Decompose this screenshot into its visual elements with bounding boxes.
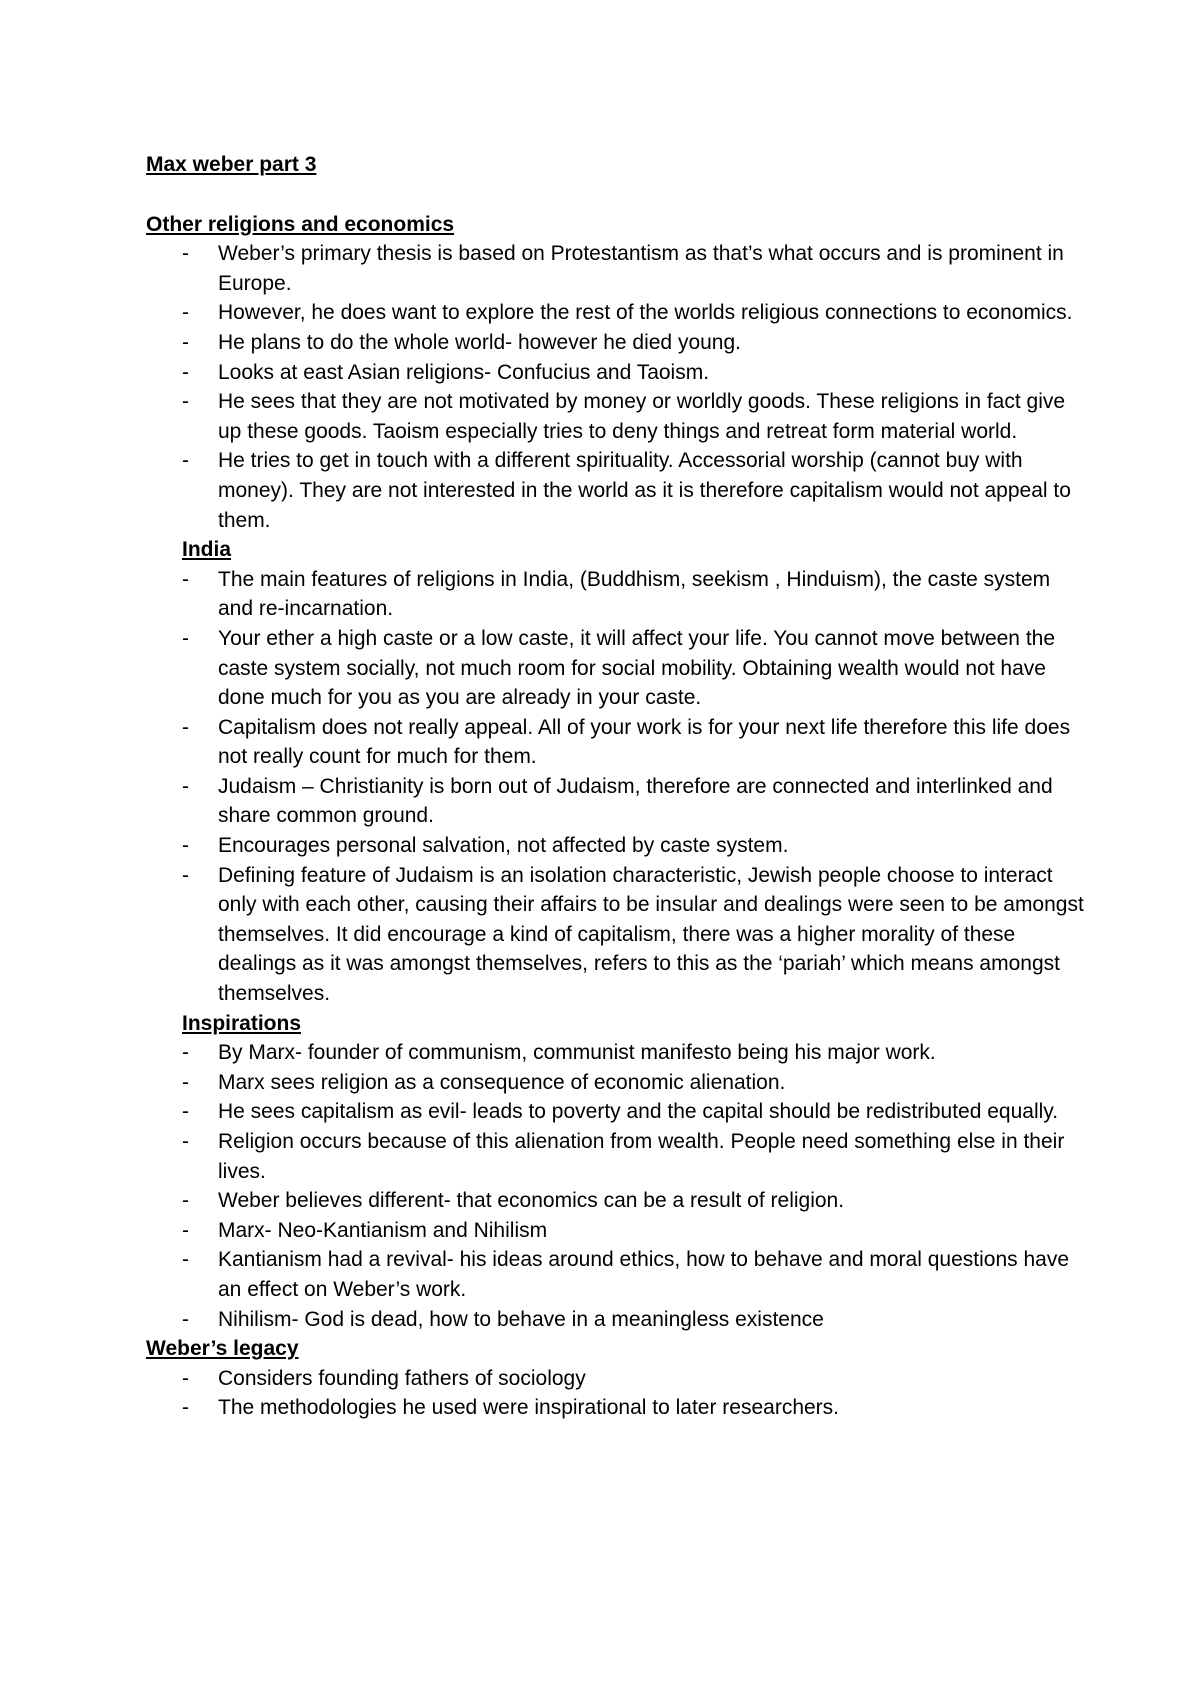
bullet-text: He tries to get in touch with a different spirituality. Accessorial worship (cannot buy with money). They are not interested in the world as it is therefore capitalism would not appeal to them. [218,449,1071,532]
document-body [146,150,1086,1423]
bullet-item [146,1097,1086,1127]
bullet-text: The methodologies he used were inspirational to later researchers. [218,1396,840,1420]
bullet-text: Judaism – Christianity is born out of Judaism, therefore are connected and interlinked and share common ground. [218,774,1053,828]
bullet-dash: - [182,1130,189,1153]
bullet-item [146,831,1086,861]
bullet-item [146,446,1086,535]
section-heading-webers-legacy: Weber’s legacy [146,1337,299,1361]
bullet-item [146,1305,1086,1335]
bullet-dash: - [182,360,189,384]
bullet-dash: - [182,863,189,887]
bullet-text: Marx sees religion as a consequence of economic alienation. [218,1070,786,1094]
bullet-text: Weber believes different- that economics can be a result of religion. [218,1189,845,1213]
bullet-text: Your ether a high caste or a low caste, it will affect your life. You cannot move between the caste system socially, not much room for social mobility. Obtaining wealth would not have done much for you as you are already in your caste. [218,626,1056,710]
bullet-item [146,387,1086,446]
bullet-dash: - [182,1041,189,1065]
bullet-item [146,239,1086,298]
bullet-text: He sees capitalism as evil- leads to poverty and the capital should be redistributed equally. [218,1100,1059,1124]
bullet-item [146,861,1086,1009]
bullet-list-webers-legacy [146,1364,1086,1423]
bullet-item [146,713,1086,772]
bullet-text: Defining feature of Judaism is an isolation characteristic, Jewish people choose to interact only with each other, causing their affairs to be insular and dealings were seen to be amongst themselves. It did encourage a kind of capitalism, there was a higher morality of these dealings as it was amongst themselves, refers to this as the ‘pariah’ which means amongst themselves. [218,863,1084,1006]
bullet-dash: - [182,390,189,414]
bullet-dash: - [182,626,189,650]
bullet-text: By Marx- founder of communism, communist manifesto being his major work. [218,1041,936,1065]
bullet-text: Nihilism- God is dead, how to behave in a meaningless existence [218,1307,824,1331]
bullet-dash: - [182,330,189,354]
bullet-dash: - [182,567,189,591]
section-heading-india: India [182,538,232,562]
bullet-dash: - [182,1248,189,1272]
bullet-dash: - [182,449,189,473]
bullet-item [146,1038,1086,1068]
bullet-text: Marx- Neo-Kantianism and Nihilism [218,1218,548,1242]
section-heading-inspirations: Inspirations [182,1011,302,1035]
bullet-text: Kantianism had a revival- his ideas around ethics, how to behave and moral questions have an effect on Weber’s work. [218,1248,1070,1301]
bullet-text: He plans to do the whole world- however he died young. [218,330,741,354]
bullet-item [146,358,1086,388]
bullet-dash: - [182,834,189,858]
bullet-text: Encourages personal salvation, not affected by caste system. [218,834,789,858]
bullet-item [146,772,1086,831]
bullet-text: However, he does want to explore the rest of the worlds religious connections to economics. [218,301,1073,325]
bullet-list-other-religions [146,239,1086,535]
bullet-item [146,624,1086,713]
section-heading-other-religions: Other religions and economics [146,212,455,236]
bullet-dash: - [182,242,189,266]
bullet-dash: - [182,774,189,798]
bullet-dash: - [182,1366,189,1390]
bullet-item [146,1364,1086,1394]
bullet-dash: - [182,301,189,325]
bullet-item [146,1127,1086,1186]
bullet-dash: - [182,715,189,739]
bullet-dash: - [182,1307,189,1331]
bullet-text: Religion occurs because of this alienation from wealth. People need something else in their lives. [218,1130,1065,1183]
bullet-item [146,565,1086,624]
bullet-dash: - [182,1218,189,1242]
bullet-dash: - [182,1189,189,1213]
bullet-text: Considers founding fathers of sociology [218,1366,586,1390]
bullet-item [146,1068,1086,1098]
bullet-text: Looks at east Asian religions- Confucius and Taoism. [218,360,710,384]
bullet-list-inspirations [146,1038,1086,1334]
bullet-item [146,1216,1086,1246]
bullet-item [146,1393,1086,1423]
bullet-list-india [146,565,1086,1009]
bullet-text: Capitalism does not really appeal. All of your work is for your next life therefore this life does not really count for much for them. [218,715,1071,769]
bullet-dash: - [182,1396,189,1420]
document-title: Max weber part 3 [146,153,317,176]
bullet-item [146,298,1086,328]
bullet-item [146,328,1086,358]
bullet-text: He sees that they are not motivated by money or worldly goods. These religions in fact give up these goods. Taoism especially tries to deny things and retreat form material world. [218,390,1066,443]
bullet-dash: - [182,1100,189,1124]
bullet-dash: - [182,1070,189,1094]
bullet-text: The main features of religions in India, (Buddhism, seekism , Hinduism), the caste system and re-incarnation. [218,567,1051,621]
bullet-item [146,1186,1086,1216]
bullet-text: Weber’s primary thesis is based on Protestantism as that’s what occurs and is prominent in Europe. [218,242,1064,295]
bullet-item [146,1245,1086,1304]
